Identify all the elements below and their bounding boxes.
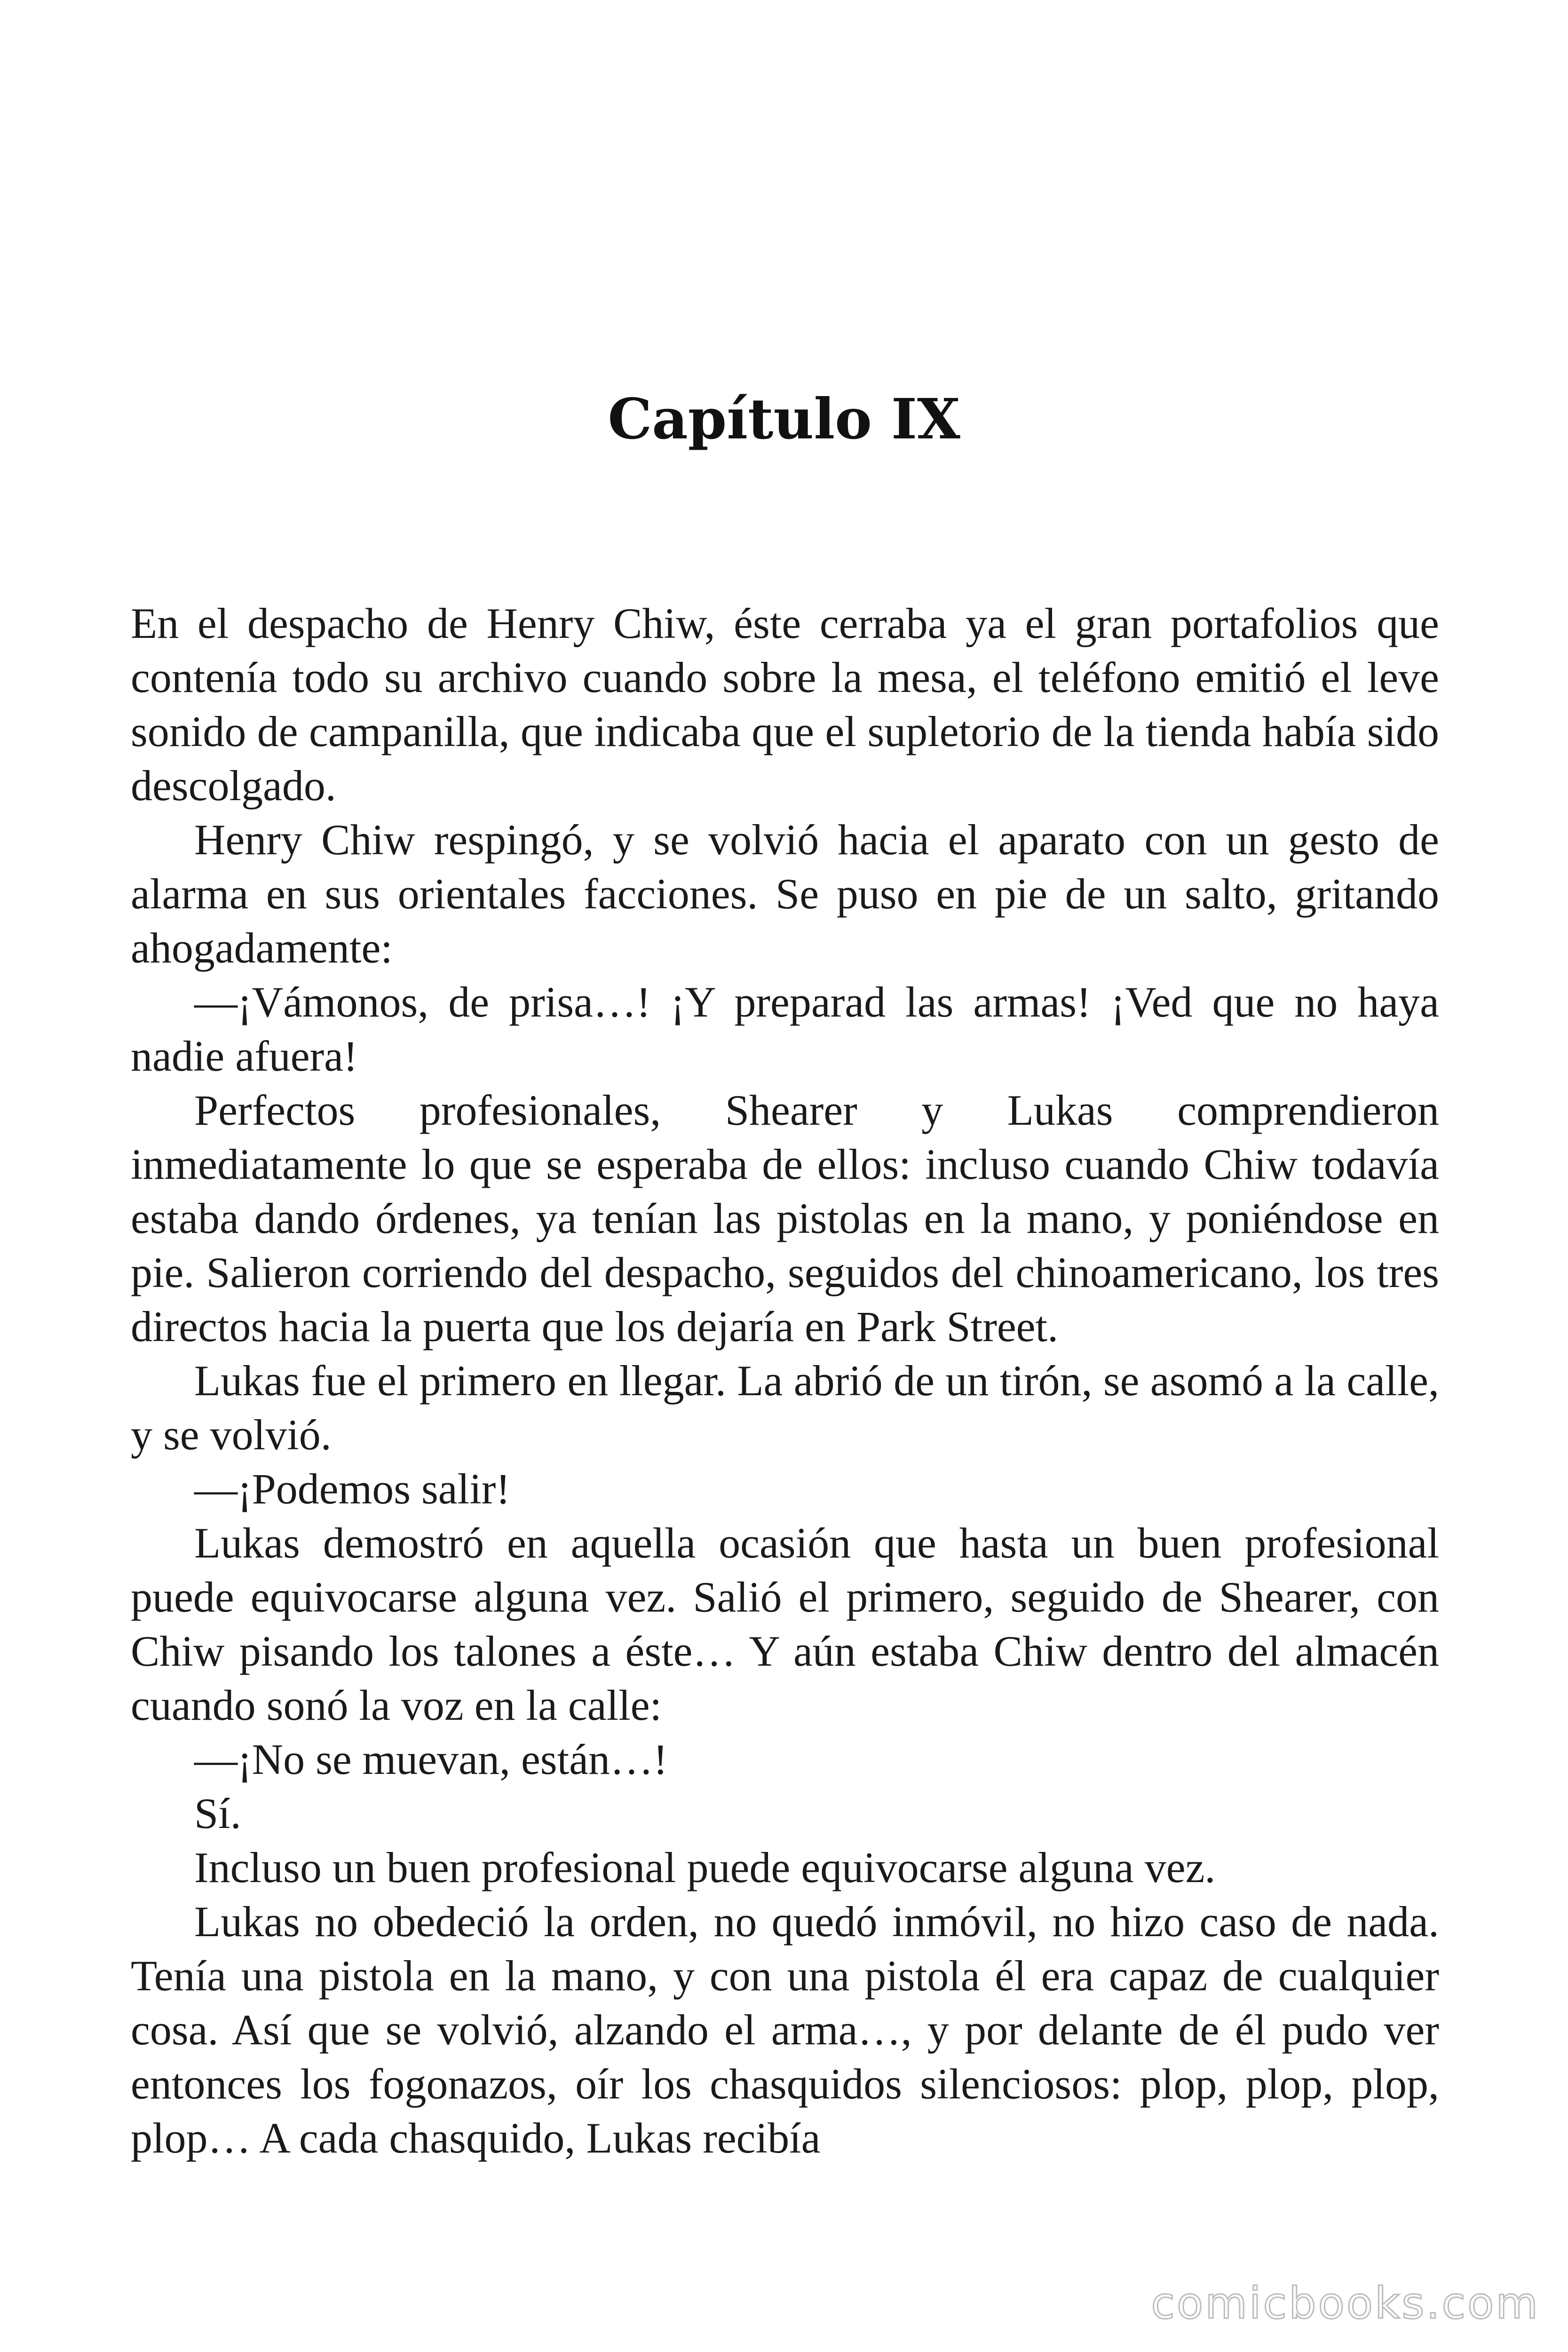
paragraph: —¡No se muevan, están…! [194,1735,668,1783]
chapter-title: Capítulo IX [608,386,960,452]
paragraph: Lukas no obedeció la orden, no quedó inmóvil, no hizo caso de nada. Tenía una pistola en la mano, y con una pistola él era capaz de cualquier cosa. Así que se volvió, alzando el arma…, y por delante de él pudo ver entonces los fogonazos, oír los chasquidos silenciosos: plop, plop, plop, plop… A cada chasquido, Lukas recibía [131,1898,1439,2162]
paragraph: Lukas demostró en aquella ocasión que hasta un buen profesional puede equivocarse alguna vez. Salió el primero, seguido de Shearer, con Chiw pisando los talones a éste… Y aún estaba Chiw dentro del almacén cuando sonó la voz en la calle: [131,1519,1439,1729]
paragraph: Lukas fue el primero en llegar. La abrió de un tirón, se asomó a la calle, y se volvió. [131,1357,1439,1459]
paragraph: —¡Podemos salir! [194,1465,511,1513]
chapter-body [131,596,1439,2165]
paragraph: —¡Vámonos, de prisa…! ¡Y preparad las armas! ¡Ved que no haya nadie afuera! [131,978,1439,1080]
paragraph: Perfectos profesionales, Shearer y Lukas comprendieron inmediatamente lo que se esperaba de ellos: incluso cuando Chiw todavía estaba dando órdenes, ya tenían las pistolas en la mano, y poniéndose en pie. Salieron corriendo del despacho, seguidos del chinoamericano, los tres directos hacia la puerta que los dejaría en Park Street. [131,1086,1439,1351]
paragraph: En el despacho de Henry Chiw, éste cerraba ya el gran portafolios que contenía todo su archivo cuando sobre la mesa, el teléfono emitió el leve sonido de campanilla, que indicaba que el supletorio de la tienda había sido descolgado. [131,599,1439,810]
watermark: comicbooks.com [1151,2278,1540,2328]
paragraph: Henry Chiw respingó, y se volvió hacia el aparato con un gesto de alarma en sus orientales facciones. Se puso en pie de un salto, gritando ahogadamente: [131,816,1439,972]
paragraph: Incluso un buen profesional puede equivocarse alguna vez. [194,1843,1216,1891]
paragraph: Sí. [194,1789,241,1837]
